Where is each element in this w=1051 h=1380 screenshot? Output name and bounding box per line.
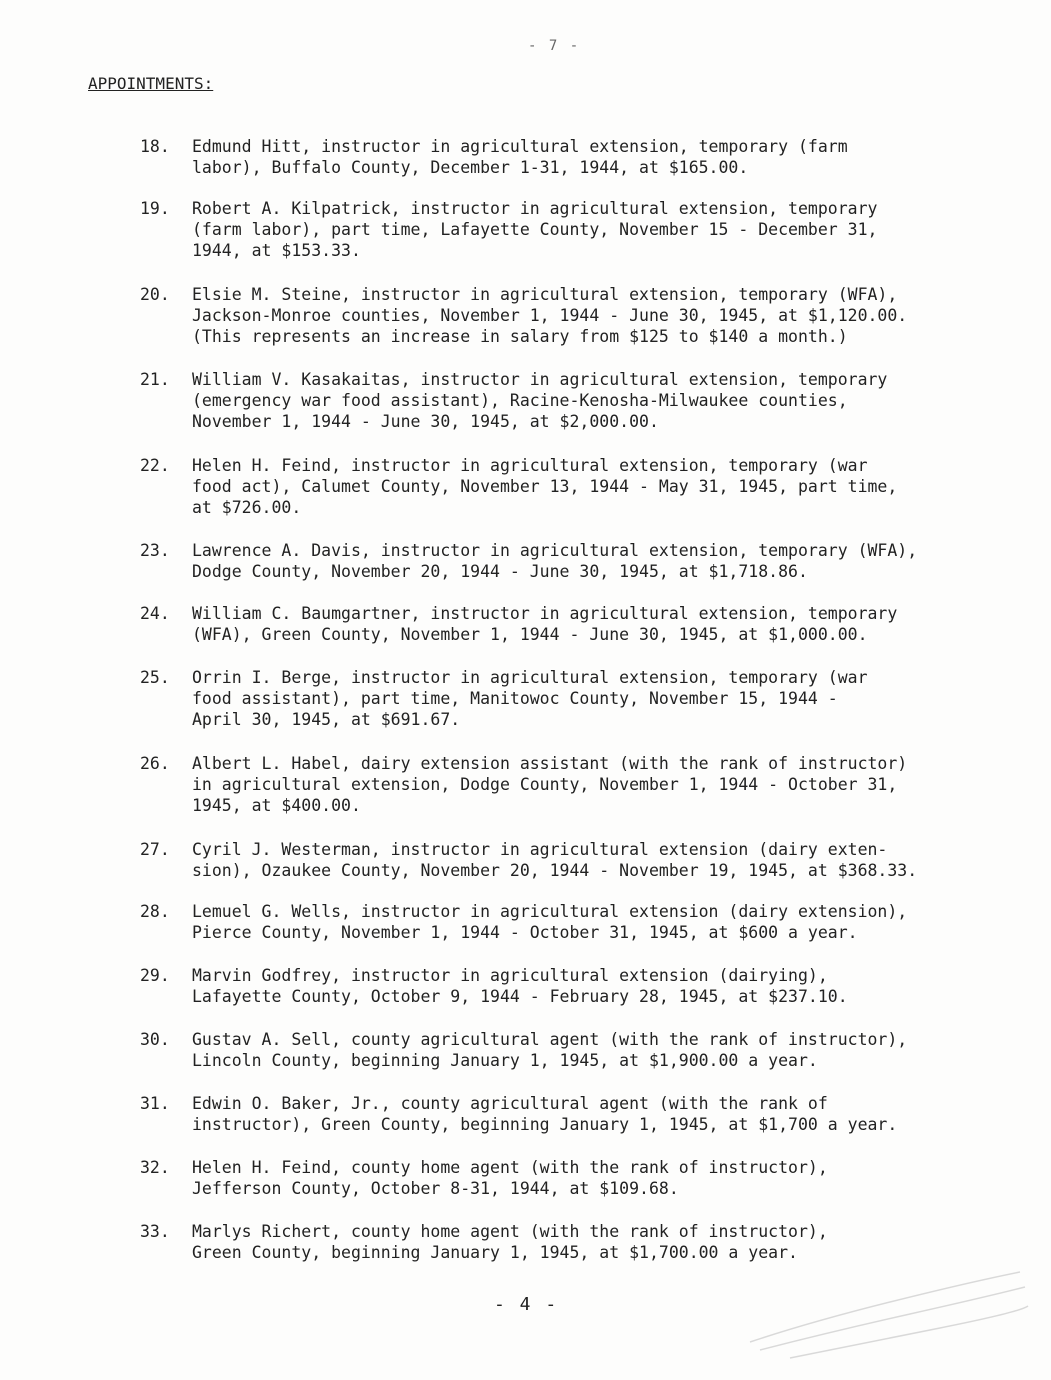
entry-line: Pierce County, November 1, 1944 - October 31, 1945, at $600 a year. (192, 923, 858, 942)
entry-number: 32. (140, 1158, 170, 1177)
entry-line: Elsie M. Steine, instructor in agricultural extension, temporary (WFA), (192, 285, 898, 304)
entry-number: 29. (140, 966, 170, 985)
entry-text (192, 753, 982, 816)
entry-text (192, 540, 982, 582)
entry-text (192, 136, 982, 178)
entry-text (192, 455, 982, 518)
entry-text (192, 198, 982, 261)
entry-line: (This represents an increase in salary from $125 to $140 a month.) (192, 327, 848, 346)
entry-number: 25. (140, 668, 170, 687)
entry-text (192, 369, 982, 432)
entry-line: (WFA), Green County, November 1, 1944 - June 30, 1945, at $1,000.00. (192, 625, 868, 644)
entry-number: 19. (140, 199, 170, 218)
entry-line: in agricultural extension, Dodge County, November 1, 1944 - October 31, (192, 775, 898, 794)
entry-line: William C. Baumgartner, instructor in agricultural extension, temporary (192, 604, 898, 623)
entry-text (192, 1157, 982, 1199)
page-number: - 4 - (494, 1294, 559, 1315)
entry-line: sion), Ozaukee County, November 20, 1944 - November 19, 1945, at $368.33. (192, 861, 918, 880)
entry-number: 30. (140, 1030, 170, 1049)
entry-number: 27. (140, 840, 170, 859)
entry-text (192, 965, 982, 1007)
entry-number: 26. (140, 754, 170, 773)
entry-line: Gustav A. Sell, county agricultural agent (with the rank of instructor), (192, 1030, 908, 1049)
entry-line: Lawrence A. Davis, instructor in agricultural extension, temporary (WFA), (192, 541, 918, 560)
entry-number: 31. (140, 1094, 170, 1113)
entry-line: April 30, 1945, at $691.67. (192, 710, 461, 729)
entry-text (192, 1029, 982, 1071)
entry-line: November 1, 1944 - June 30, 1945, at $2,000.00. (192, 412, 659, 431)
entry-line: Albert L. Habel, dairy extension assistant (with the rank of instructor) (192, 754, 908, 773)
entry-line: (emergency war food assistant), Racine-Kenosha-Milwaukee counties, (192, 391, 848, 410)
entry-line: instructor), Green County, beginning January 1, 1945, at $1,700 a year. (192, 1115, 898, 1134)
entry-line: food assistant), part time, Manitowoc County, November 15, 1944 - (192, 689, 838, 708)
entry-line: Helen H. Feind, county home agent (with the rank of instructor), (192, 1158, 828, 1177)
entry-text (192, 603, 982, 645)
entry-number: 24. (140, 604, 170, 623)
entry-text (192, 1221, 982, 1263)
entry-number: 23. (140, 541, 170, 560)
entry-line: 1945, at $400.00. (192, 796, 361, 815)
entry-text (192, 284, 982, 347)
entry-line: Marvin Godfrey, instructor in agricultural extension (dairying), (192, 966, 828, 985)
entry-text (192, 839, 982, 881)
entry-number: 21. (140, 370, 170, 389)
entry-line: Marlys Richert, county home agent (with the rank of instructor), (192, 1222, 828, 1241)
entry-line: Helen H. Feind, instructor in agricultural extension, temporary (war (192, 456, 868, 475)
entry-line: Edmund Hitt, instructor in agricultural extension, temporary (farm (192, 137, 848, 156)
faded-stamp-icon (730, 1262, 1030, 1362)
entry-text (192, 901, 982, 943)
entry-text (192, 1093, 982, 1135)
entry-line: Dodge County, November 20, 1944 - June 30, 1945, at $1,718.86. (192, 562, 808, 581)
entry-line: food act), Calumet County, November 13, 1944 - May 31, 1945, part time, (192, 477, 898, 496)
entry-line: Lafayette County, October 9, 1944 - February 28, 1945, at $237.10. (192, 987, 848, 1006)
entry-number: 18. (140, 137, 170, 156)
entry-line: Cyril J. Westerman, instructor in agricultural extension (dairy exten- (192, 840, 888, 859)
entry-line: Jefferson County, October 8-31, 1944, at $109.68. (192, 1179, 679, 1198)
entry-line: William V. Kasakaitas, instructor in agricultural extension, temporary (192, 370, 888, 389)
entry-line: labor), Buffalo County, December 1-31, 1944, at $165.00. (192, 158, 749, 177)
entry-text (192, 667, 982, 730)
entry-line: Jackson-Monroe counties, November 1, 1944 - June 30, 1945, at $1,120.00. (192, 306, 908, 325)
entry-number: 22. (140, 456, 170, 475)
entry-line: Green County, beginning January 1, 1945, at $1,700.00 a year. (192, 1243, 798, 1262)
entry-line: Edwin O. Baker, Jr., county agricultural agent (with the rank of (192, 1094, 828, 1113)
entry-line: Orrin I. Berge, instructor in agricultural extension, temporary (war (192, 668, 868, 687)
entry-line: Lincoln County, beginning January 1, 1945, at $1,900.00 a year. (192, 1051, 818, 1070)
entry-line: (farm labor), part time, Lafayette County, November 15 - December 31, (192, 220, 878, 239)
entry-line: 1944, at $153.33. (192, 241, 361, 260)
top-page-mark: - 7 - (528, 38, 581, 54)
entry-number: 28. (140, 902, 170, 921)
section-heading: APPOINTMENTS: (88, 74, 214, 93)
entry-number: 20. (140, 285, 170, 304)
entry-number: 33. (140, 1222, 170, 1241)
entry-line: Robert A. Kilpatrick, instructor in agricultural extension, temporary (192, 199, 878, 218)
entry-line: Lemuel G. Wells, instructor in agricultural extension (dairy extension), (192, 902, 908, 921)
entry-line: at $726.00. (192, 498, 302, 517)
